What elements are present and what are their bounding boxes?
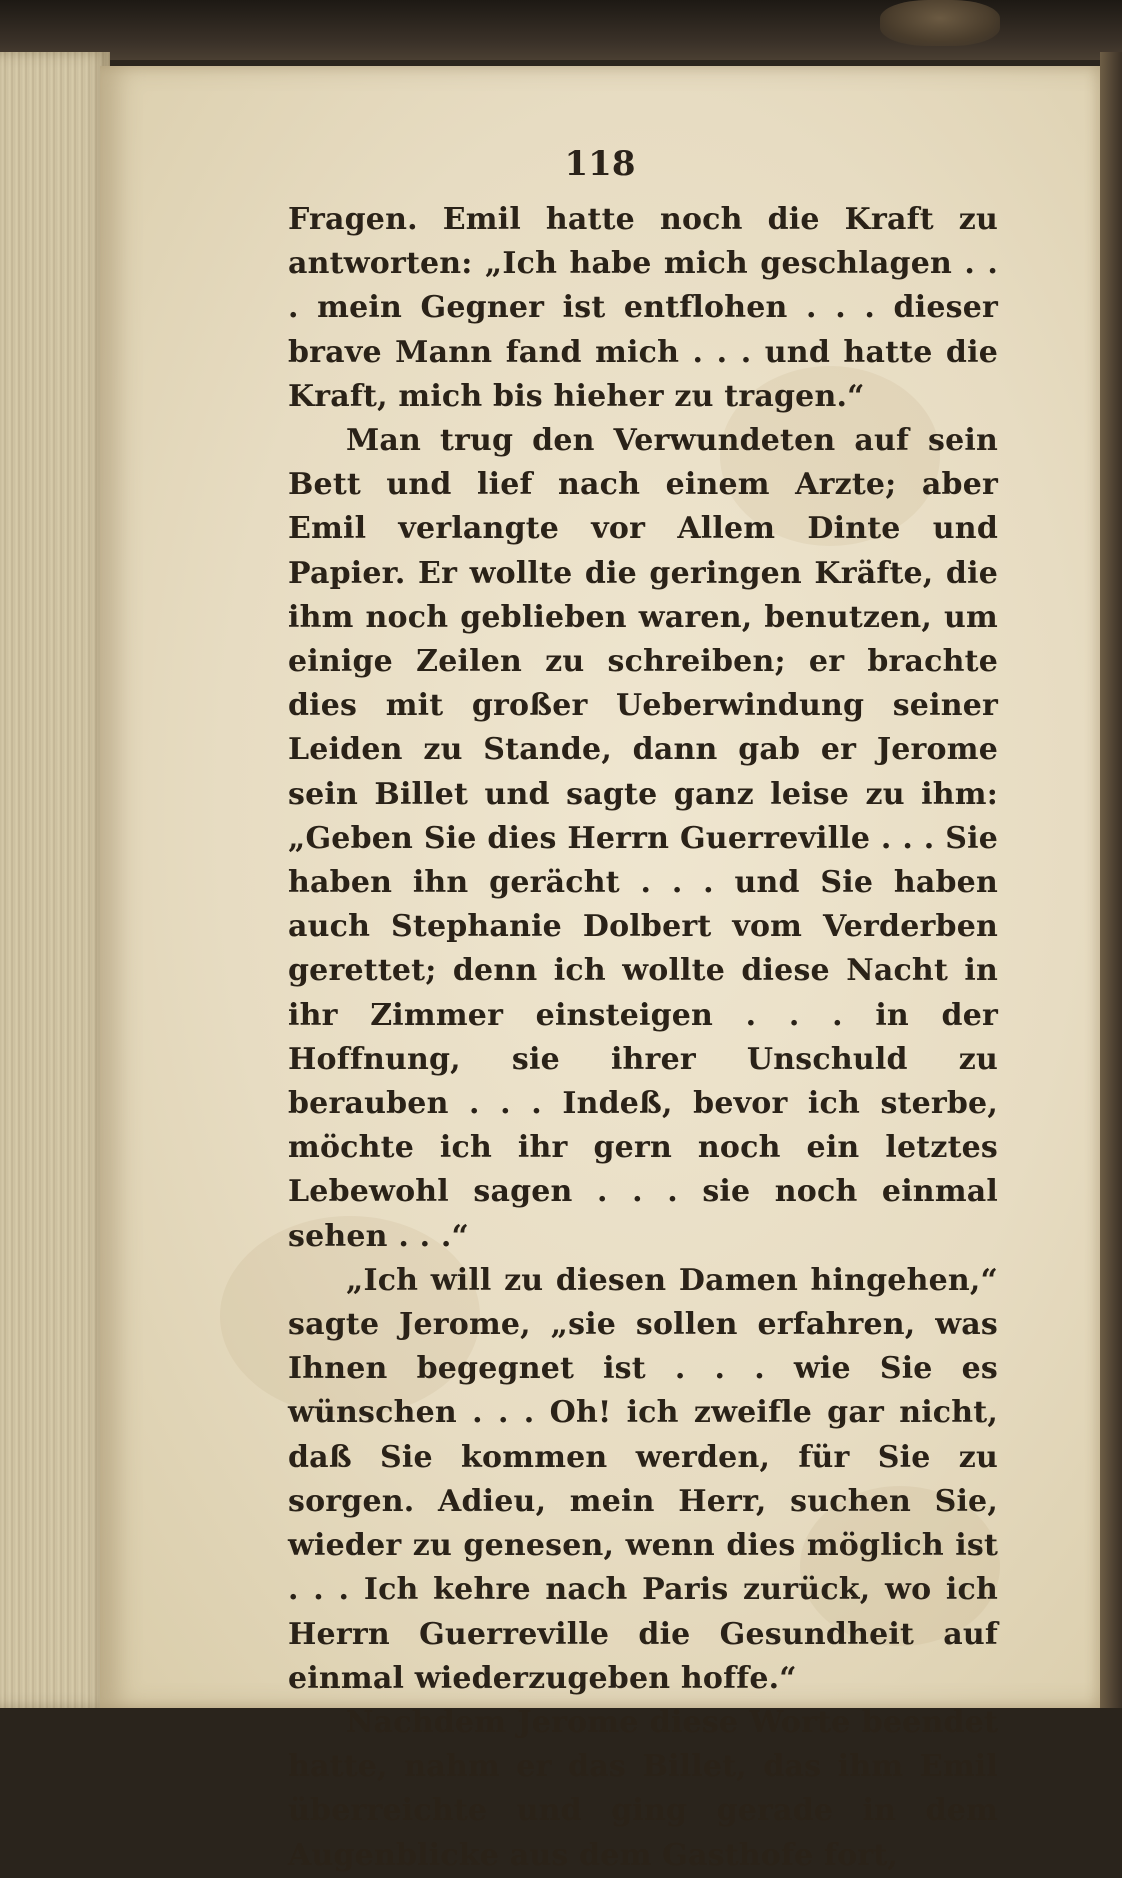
body-text: [288, 198, 998, 1878]
paragraph: Man trug den Verwundeten auf sein Bett und lief nach einem Arzte; aber Emil verlangte vor Allem Dinte und Papier. Er wollte die geringen Kräfte, die ihm noch geblieben waren, benutzen, um einige Zeilen zu schreiben; er brachte dies mit großer Ueberwindung seiner Leiden zu Stande, dann gab er Jerome sein Billet und sagte ganz leise zu ihm: „Geben Sie dies Herrn Guerreville . . . Sie haben ihn gerächt . . . und Sie haben auch Stephanie Dolbert vom Verderben gerettet; denn ich wollte diese Nacht in ihr Zimmer einsteigen . . . in der Hoffnung, sie ihrer Unschuld zu berauben . . . Indeß, bevor ich sterbe, möchte ich ihr gern noch ein letztes Lebewohl sagen . . . sie noch einmal sehen . . .“: [288, 423, 998, 1254]
paragraph: Fragen. Emil hatte noch die Kraft zu antworten: „Ich habe mich geschlagen . . . mein Gegner ist entflohen . . . dieser brave Mann fand mich . . . und hatte die Kraft, mich bis hieher zu tragen.“: [288, 202, 998, 414]
binding-cord: [880, 0, 1000, 46]
cover-right-edge: [1100, 52, 1122, 1708]
paragraph: Nachdem Jerome diese Worte beendet hatte, nahm er das Billet, das ihm Emil überreichte und ging gerade in dem Augenblicke aus dem Gasthofe fort,: [288, 1704, 998, 1873]
page-edges: [0, 52, 110, 1708]
book-page: [100, 66, 1100, 1873]
paragraph: „Ich will zu diesen Damen hingehen,“ sagte Jerome, „sie sollen erfahren, was Ihnen begegnet ist . . . wie Sie es wünschen . . . Oh! ich zweifle gar nicht, daß Sie kommen werden, für Sie zu sorgen. Adieu, mein Herr, suchen Sie, wieder zu genesen, wenn dies möglich ist . . . Ich kehre nach Paris zurück, wo ich Herrn Guerreville die Gesundheit auf einmal wiederzugeben hoffe.“: [288, 1262, 998, 1696]
page-number: 118: [564, 144, 636, 184]
